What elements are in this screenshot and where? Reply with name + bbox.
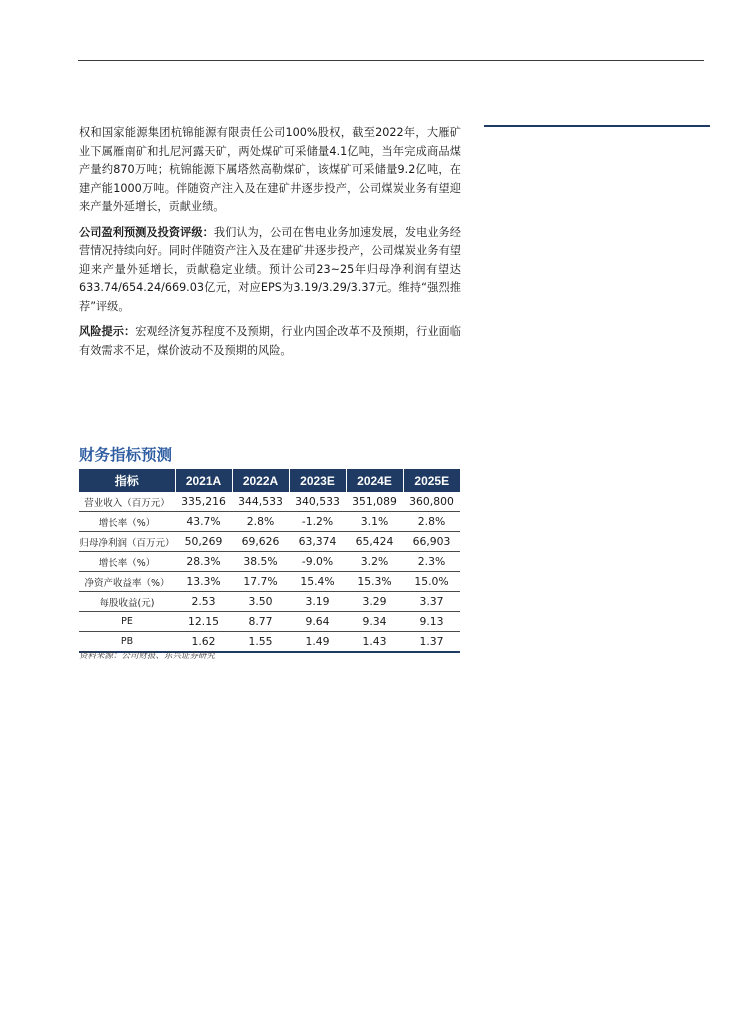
row-label: PB	[79, 632, 175, 653]
header-2023e: 2023E	[289, 469, 346, 492]
table-row	[79, 492, 460, 512]
table-cell: 13.3%	[175, 572, 232, 592]
paragraph-risk	[79, 323, 461, 360]
table-cell: 50,269	[175, 532, 232, 552]
table-cell: 335,216	[175, 492, 232, 512]
row-label: 每股收益(元)	[79, 592, 175, 612]
table-cell: 3.37	[403, 592, 460, 612]
table-cell: 69,626	[232, 532, 289, 552]
table-title: 财务指标预测	[79, 446, 173, 464]
table-cell: 9.34	[346, 612, 403, 632]
table-cell: 3.29	[346, 592, 403, 612]
forecast-text: 我们认为，公司在售电业务加速发展，发电业务经营情况持续向好。同时伴随资产注入及在建矿井逐步投产，公司煤炭业务有望迎来产量外延增长，贡献稳定业绩。预计公司23~25年归母净利润有望达633.74/654.24/669.03亿元，对应EPS为3.19/3.29/3.37元。维持“强烈推荐”评级。	[79, 225, 461, 313]
table-cell: 15.0%	[403, 572, 460, 592]
risk-heading: 风险提示：	[79, 325, 136, 338]
table-row	[79, 592, 460, 612]
table-cell: -9.0%	[289, 552, 346, 572]
table-cell: 63,374	[289, 532, 346, 552]
sidebar-rule	[484, 125, 710, 127]
report-body	[79, 124, 461, 367]
table-cell: 1.37	[403, 632, 460, 653]
header-2021a: 2021A	[175, 469, 232, 492]
table-cell: 1.43	[346, 632, 403, 653]
table-cell: 3.2%	[346, 552, 403, 572]
row-label: PE	[79, 612, 175, 632]
table-cell: 17.7%	[232, 572, 289, 592]
risk-text: 宏观经济复苏程度不及预期，行业内国企改革不及预期，行业面临有效需求不足，煤价波动不及预期的风险。	[79, 325, 461, 357]
table-cell: 340,533	[289, 492, 346, 512]
table-cell: 8.77	[232, 612, 289, 632]
table-cell: 66,903	[403, 532, 460, 552]
paragraph-forecast	[79, 224, 461, 317]
table-cell: 1.62	[175, 632, 232, 653]
table-cell: 2.53	[175, 592, 232, 612]
table-cell: 65,424	[346, 532, 403, 552]
row-label: 营业收入（百万元）	[79, 492, 175, 512]
table-cell: 43.7%	[175, 512, 232, 532]
table-row	[79, 572, 460, 592]
row-label: 增长率（%）	[79, 512, 175, 532]
table-cell: 12.15	[175, 612, 232, 632]
row-label: 净资产收益率（%）	[79, 572, 175, 592]
table-cell: 38.5%	[232, 552, 289, 572]
forecast-heading: 公司盈利预测及投资评级：	[79, 225, 214, 239]
header-rule	[78, 60, 704, 61]
table-cell: 9.64	[289, 612, 346, 632]
paragraph-assets: 权和国家能源集团杭锦能源有限责任公司100%股权，截至2022年，大雁矿业下属雁南矿和扎尼河露天矿，两处煤矿可采储量4.1亿吨，当年完成商品煤产量约870万吨；杭锦能源下属塔然高勒煤矿，该煤矿可采储量9.2亿吨，在建产能1000万吨。伴随资产注入及在建矿井逐步投产，公司煤炭业务有望迎来产量外延增长，贡献业绩。	[79, 126, 461, 213]
table-cell: 9.13	[403, 612, 460, 632]
header-2022a: 2022A	[232, 469, 289, 492]
table-cell: 2.8%	[232, 512, 289, 532]
table-cell: 1.55	[232, 632, 289, 653]
table-cell: 3.50	[232, 592, 289, 612]
row-label: 增长率（%）	[79, 552, 175, 572]
table-row	[79, 552, 460, 572]
table-cell: 2.8%	[403, 512, 460, 532]
header-2024e: 2024E	[346, 469, 403, 492]
table-cell: 15.3%	[346, 572, 403, 592]
table-cell: 3.19	[289, 592, 346, 612]
table-cell: 351,089	[346, 492, 403, 512]
table-cell: 1.49	[289, 632, 346, 653]
table-row	[79, 532, 460, 552]
table-row	[79, 512, 460, 532]
financial-forecast-table	[79, 469, 460, 653]
header-indicator: 指标	[79, 469, 175, 492]
table-header-row	[79, 469, 460, 492]
table-cell: 360,800	[403, 492, 460, 512]
table-cell: 3.1%	[346, 512, 403, 532]
table-cell: 2.3%	[403, 552, 460, 572]
table-source-note: 资料来源：公司财报、东兴证券研究	[79, 651, 216, 661]
table-row	[79, 612, 460, 632]
table-cell: -1.2%	[289, 512, 346, 532]
header-2025e: 2025E	[403, 469, 460, 492]
table-cell: 28.3%	[175, 552, 232, 572]
table-cell: 15.4%	[289, 572, 346, 592]
table-cell: 344,533	[232, 492, 289, 512]
row-label: 归母净利润（百万元）	[79, 532, 175, 552]
